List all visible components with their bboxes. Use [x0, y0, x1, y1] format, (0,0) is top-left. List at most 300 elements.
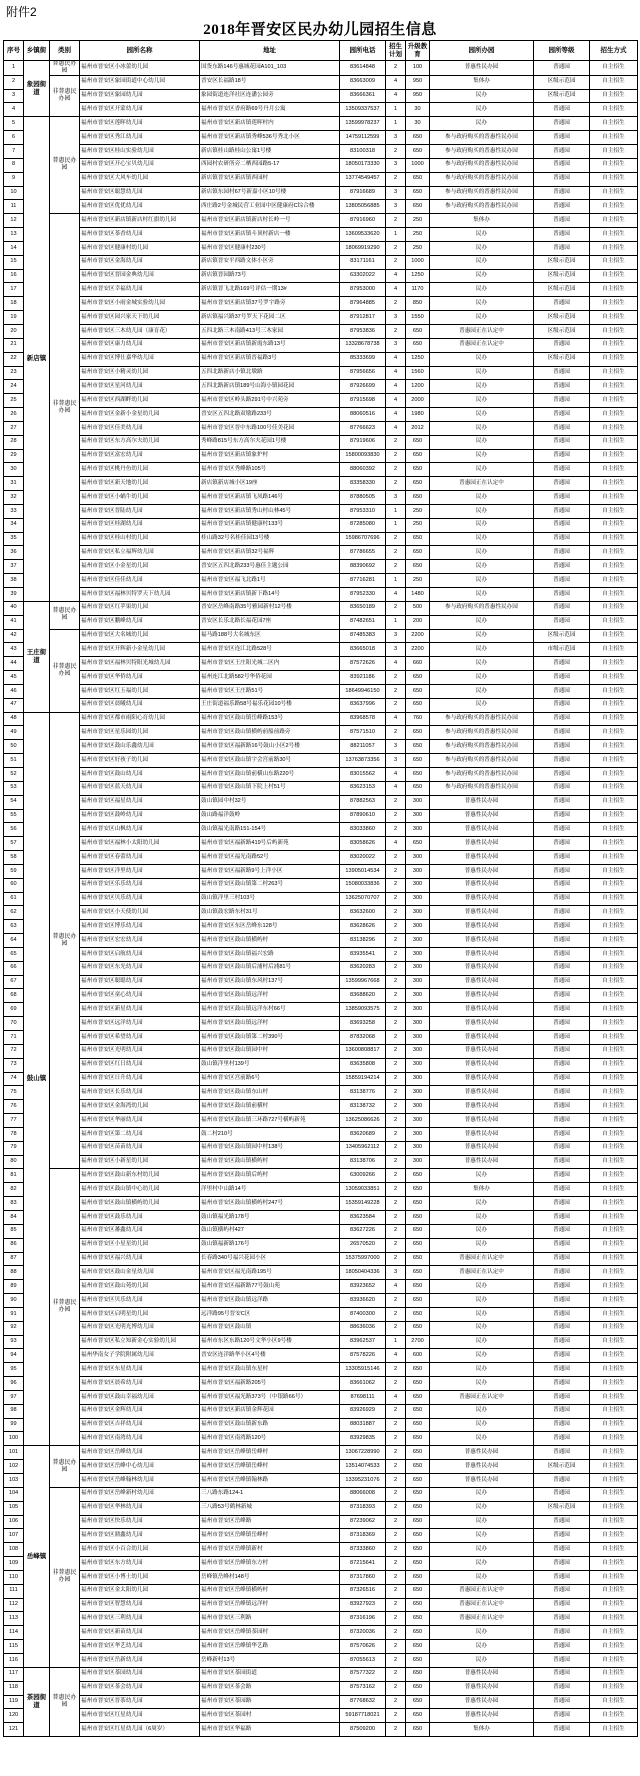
- fee: 650: [406, 145, 430, 159]
- school-type: 民办: [430, 1224, 534, 1238]
- school-grade: 普通园: [534, 421, 590, 435]
- kindergarten-name: 福州市晋安区三木幼儿园（康育花）: [80, 324, 200, 338]
- class-count: 2: [386, 906, 406, 920]
- address: 福州市晋安区新店镇晋福路3号: [200, 352, 340, 366]
- fee: 650: [406, 338, 430, 352]
- class-count: 3: [386, 643, 406, 657]
- school-grade: 普通园: [534, 394, 590, 408]
- row-number: 27: [4, 421, 24, 435]
- school-type: 普惠园正在认定中: [430, 1598, 534, 1612]
- enrollment-method: 自主招生: [590, 1418, 638, 1432]
- fee: 300: [406, 1044, 430, 1058]
- phone: 26570520: [340, 1238, 386, 1252]
- row-number: 79: [4, 1141, 24, 1155]
- class-count: 2: [386, 255, 406, 269]
- phone: 13905014534: [340, 864, 386, 878]
- school-grade: 普通园: [534, 1127, 590, 1141]
- fee: 300: [406, 1141, 430, 1155]
- row-number: 97: [4, 1390, 24, 1404]
- address: 福州市晋安区鼓山镇远洋村: [200, 989, 340, 1003]
- school-grade: 普通园: [534, 1584, 590, 1598]
- address: 福州市晋安区王庄阳光城二区内: [200, 657, 340, 671]
- category-cell: 普惠民办园: [50, 61, 80, 76]
- class-count: 4: [386, 421, 406, 435]
- address: 五四北路新店镇189号山海小镇园花园: [200, 380, 340, 394]
- row-number: 55: [4, 809, 24, 823]
- row-number: 82: [4, 1183, 24, 1197]
- school-grade: 普通园: [534, 878, 590, 892]
- kindergarten-name: 福州华南女子学院附属幼儿园: [80, 1349, 200, 1363]
- school-grade: 普通园: [534, 491, 590, 505]
- row-number: 12: [4, 214, 24, 228]
- enrollment-method: 自主招生: [590, 1474, 638, 1488]
- school-grade: 普通园: [534, 366, 590, 380]
- school-grade: 普通园: [534, 906, 590, 920]
- fee: 2012: [406, 421, 430, 435]
- class-count: 2: [386, 241, 406, 255]
- school-type: 参与政府购买的普惠性民办园: [430, 740, 534, 754]
- phone: 87768632: [340, 1695, 386, 1709]
- class-count: 2: [386, 1418, 406, 1432]
- phone: 59187718021: [340, 1709, 386, 1723]
- kindergarten-name: 福州市晋安区小金星幼儿园: [80, 560, 200, 574]
- table-row: [4, 1003, 638, 1017]
- school-grade: 普通园: [534, 1598, 590, 1612]
- class-count: 2: [386, 1363, 406, 1377]
- phone: 87239062: [340, 1515, 386, 1529]
- phone: 87916689: [340, 186, 386, 200]
- town-cell: 岳峰镇: [24, 1446, 50, 1668]
- fee: 650: [406, 546, 430, 560]
- address: 福州市晋安区茶园村: [200, 1709, 340, 1723]
- enrollment-method: 自主招生: [590, 1086, 638, 1100]
- row-number: 8: [4, 158, 24, 172]
- address: 福州市晋安区岳峰镇茶园村: [200, 1626, 340, 1640]
- kindergarten-name: 福州市晋安区私立福辉幼儿园: [80, 546, 200, 560]
- kindergarten-name: 福州市晋安区佳美幼儿园: [80, 421, 200, 435]
- school-type: 民办: [430, 1238, 534, 1252]
- table-row: [4, 61, 638, 76]
- row-number: 107: [4, 1529, 24, 1543]
- kindergarten-name: 福州市晋安区岳峰翰林幼儿园: [80, 1474, 200, 1488]
- class-count: 2: [386, 1321, 406, 1335]
- class-count: 2: [386, 1141, 406, 1155]
- class-count: 4: [386, 837, 406, 851]
- fee: 650: [406, 671, 430, 685]
- address: 福州市晋安区福新路16号鼓山小区2号楼: [200, 740, 340, 754]
- school-type: 普惠性民办园: [430, 1114, 534, 1128]
- address: 福州市晋安区鼓山镇东风村137号: [200, 975, 340, 989]
- phone: 13599967668: [340, 975, 386, 989]
- kindergarten-name: 福州市晋安区桂山实验幼儿园: [80, 145, 200, 159]
- class-count: 1: [386, 574, 406, 588]
- phone: 14759112599: [340, 131, 386, 145]
- enrollment-method: 自主招生: [590, 435, 638, 449]
- address: 三八路53号鹤林新城: [200, 1501, 340, 1515]
- class-count: 2: [386, 1086, 406, 1100]
- fee: 650: [406, 1446, 430, 1460]
- row-number: 78: [4, 1127, 24, 1141]
- kindergarten-name: 福州市晋安区宏宏幼儿园: [80, 934, 200, 948]
- fee: 200: [406, 615, 430, 629]
- school-grade: 普通园: [534, 1183, 590, 1197]
- kindergarten-name: 福州市晋安区桂湖幼儿园: [80, 518, 200, 532]
- school-grade: 普通园: [534, 338, 590, 352]
- col-header: 乡镇街: [24, 41, 50, 61]
- row-number: 110: [4, 1570, 24, 1584]
- address: 福州市晋安区福光南路195号: [200, 1266, 340, 1280]
- address: 福州市晋安区岳峰镇岳峰村: [200, 1446, 340, 1460]
- school-grade: 普通园: [534, 975, 590, 989]
- table-row: [4, 615, 638, 629]
- school-type: 民办: [430, 1432, 534, 1446]
- school-grade: 普通园: [534, 241, 590, 255]
- phone: 83663009: [340, 75, 386, 89]
- kindergarten-name: 福州市晋安区春蕾幼儿园: [80, 851, 200, 865]
- fee: 650: [406, 1363, 430, 1377]
- school-type: 普惠性民办园: [430, 1446, 534, 1460]
- phone: 13625086626: [340, 1114, 386, 1128]
- class-count: 4: [386, 781, 406, 795]
- kindergarten-name: 福州市晋安区聪聪幼儿园: [80, 975, 200, 989]
- school-type: 民办: [430, 1418, 534, 1432]
- school-grade: 区级示范园: [534, 311, 590, 325]
- row-number: 74: [4, 1072, 24, 1086]
- fee: 1000: [406, 255, 430, 269]
- school-type: 普惠性民办园: [430, 1667, 534, 1681]
- phone: 85333699: [340, 352, 386, 366]
- school-type: 民办: [430, 1640, 534, 1654]
- kindergarten-name: 福州市晋安区日升幼儿园: [80, 1072, 200, 1086]
- school-grade: 普通园: [534, 767, 590, 781]
- school-type: 民办: [430, 643, 534, 657]
- kindergarten-name: 福州市晋安区星乐园幼儿园: [80, 726, 200, 740]
- row-number: 25: [4, 394, 24, 408]
- address: 福州市晋安区福新路77号鼓山苑: [200, 1280, 340, 1294]
- address: 鼓山镇洋里村139号: [200, 1058, 340, 1072]
- fee: 1250: [406, 352, 430, 366]
- fee: 650: [406, 324, 430, 338]
- phone: 87952330: [340, 588, 386, 602]
- address: 福州市晋安区福光南路52号: [200, 851, 340, 865]
- address: 福州市晋安区岳峰镇岳峰村: [200, 1460, 340, 1474]
- class-count: 4: [386, 394, 406, 408]
- school-grade: 普通园: [534, 1307, 590, 1321]
- fee: 650: [406, 1238, 430, 1252]
- school-grade: 区级示范园: [534, 75, 590, 89]
- phone: 13859093575: [340, 1003, 386, 1017]
- address: 鼓二村210号: [200, 1127, 340, 1141]
- class-count: 2: [386, 1031, 406, 1045]
- fee: 1560: [406, 366, 430, 380]
- row-number: 108: [4, 1543, 24, 1557]
- enrollment-method: 自主招生: [590, 408, 638, 422]
- row-number: 80: [4, 1155, 24, 1169]
- phone: 83926929: [340, 1404, 386, 1418]
- row-number: 77: [4, 1114, 24, 1128]
- kindergarten-name: 福州市晋安区乐乐幼儿园: [80, 878, 200, 892]
- enrollment-method: 自主招生: [590, 1321, 638, 1335]
- kindergarten-name: 福州市晋安区启航幼儿园: [80, 947, 200, 961]
- class-count: 2: [386, 947, 406, 961]
- table-row: [4, 463, 638, 477]
- fee: 250: [406, 518, 430, 532]
- school-grade: 普通园: [534, 947, 590, 961]
- address: 晋安区五四北路233号惠佳主题公园: [200, 560, 340, 574]
- address: 福州市晋安区福新路205号: [200, 1377, 340, 1391]
- kindergarten-name: 福州市晋安区星河幼儿园: [80, 380, 200, 394]
- address: 西庄路2号金城民营工业园中区健康府C综合楼: [200, 200, 340, 214]
- school-grade: 普通园: [534, 1446, 590, 1460]
- kindergarten-name: 福州市晋安区远洋幼儿园: [80, 1017, 200, 1031]
- fee: 650: [406, 1667, 430, 1681]
- enrollment-method: 自主招生: [590, 1515, 638, 1529]
- town-cell: 茶园街道: [24, 1667, 50, 1736]
- enrollment-method: 自主招生: [590, 934, 638, 948]
- phone: 87316196: [340, 1612, 386, 1626]
- row-number: 44: [4, 657, 24, 671]
- school-grade: 区级示范园: [534, 1460, 590, 1474]
- school-type: 民办: [430, 504, 534, 518]
- phone: 13625070707: [340, 892, 386, 906]
- address: 新店镇晋安平西路文体小区旁: [200, 255, 340, 269]
- table-row: [4, 172, 638, 186]
- school-type: 普惠园正在认定中: [430, 1252, 534, 1266]
- school-type: 参与政府购买的普惠性民办园: [430, 767, 534, 781]
- school-type: 民办: [430, 255, 534, 269]
- fee: 650: [406, 1598, 430, 1612]
- fee: 250: [406, 228, 430, 242]
- kindergarten-name: 福州市晋安区长乐幼儿园: [80, 1086, 200, 1100]
- row-number: 68: [4, 989, 24, 1003]
- enrollment-method: 自主招生: [590, 698, 638, 712]
- table-row: [4, 200, 638, 214]
- row-number: 3: [4, 89, 24, 103]
- fee: 300: [406, 823, 430, 837]
- address: 新店镇晋安区新店镇西园村: [200, 172, 340, 186]
- row-number: 57: [4, 837, 24, 851]
- category-cell: 非普惠民办园: [50, 629, 80, 712]
- fee: 650: [406, 491, 430, 505]
- kindergarten-name: 福州市晋安区晋园金典幼儿园: [80, 269, 200, 283]
- school-type: 普惠园正在认定中: [430, 1266, 534, 1280]
- row-number: 91: [4, 1307, 24, 1321]
- school-grade: 区级示范园: [534, 89, 590, 103]
- kindergarten-name: 福州市晋安区鼓山苑幼儿园: [80, 1280, 200, 1294]
- school-grade: 普通园: [534, 1266, 590, 1280]
- fee: 30: [406, 103, 430, 117]
- phone: 88390692: [340, 560, 386, 574]
- address: 福州市晋安区新店镇金辉花园: [200, 1404, 340, 1418]
- row-number: 104: [4, 1487, 24, 1501]
- class-count: 3: [386, 629, 406, 643]
- school-type: 民办: [430, 1335, 534, 1349]
- school-grade: 普通园: [534, 740, 590, 754]
- phone: 13405962112: [340, 1141, 386, 1155]
- phone: 83058626: [340, 837, 386, 851]
- kindergarten-name: 福州市晋安区秀江幼儿园: [80, 131, 200, 145]
- fee: 650: [406, 1321, 430, 1335]
- address: 福州市晋安区新店镇新店村长岭一号: [200, 214, 340, 228]
- address: 福州市晋安区鼓山镇岳峰路153号: [200, 712, 340, 726]
- phone: 13395231076: [340, 1474, 386, 1488]
- fee: 300: [406, 795, 430, 809]
- class-count: 2: [386, 1210, 406, 1224]
- table-row: [4, 1044, 638, 1058]
- kindergarten-name: 福州市晋安区光明光博幼儿园: [80, 1321, 200, 1335]
- table-row: [4, 1114, 638, 1128]
- school-type: 民办: [430, 1210, 534, 1224]
- kindergarten-name: 福州市晋安区晋陆幼儿园: [80, 504, 200, 518]
- address: 福州市晋安区福光路373号（中银路66号）: [200, 1390, 340, 1404]
- row-number: 31: [4, 477, 24, 491]
- phone: 18649946150: [340, 684, 386, 698]
- table-row: [4, 1238, 638, 1252]
- enrollment-method: 自主招生: [590, 1252, 638, 1266]
- enrollment-method: 自主招生: [590, 311, 638, 325]
- class-count: 2: [386, 449, 406, 463]
- table-row: [4, 781, 638, 795]
- class-count: 2: [386, 684, 406, 698]
- school-grade: 普通园: [534, 449, 590, 463]
- phone: 13609533620: [340, 228, 386, 242]
- fee: 300: [406, 1017, 430, 1031]
- phone: 83138732: [340, 1100, 386, 1114]
- fee: 850: [406, 297, 430, 311]
- col-header: 序号: [4, 41, 24, 61]
- row-number: 18: [4, 297, 24, 311]
- school-type: 普惠性民办园: [430, 989, 534, 1003]
- school-type: 普惠性民办园: [430, 1127, 534, 1141]
- kindergarten-name: 福州市晋安区鼓山新东村幼儿园: [80, 1169, 200, 1183]
- row-number: 106: [4, 1515, 24, 1529]
- kindergarten-name: 福州市晋安区红玉福幼儿园: [80, 684, 200, 698]
- enrollment-method: 自主招生: [590, 809, 638, 823]
- enrollment-method: 自主招生: [590, 975, 638, 989]
- row-number: 93: [4, 1335, 24, 1349]
- row-number: 98: [4, 1404, 24, 1418]
- enrollment-method: 自主招生: [590, 1335, 638, 1349]
- kindergarten-name: 福州市晋安区茶园幼儿园: [80, 1667, 200, 1681]
- school-type: 普惠性民办园: [430, 61, 534, 76]
- row-number: 75: [4, 1086, 24, 1100]
- table-row: [4, 906, 638, 920]
- class-count: 2: [386, 601, 406, 615]
- col-header: 园所电话: [340, 41, 386, 61]
- phone: 83033860: [340, 823, 386, 837]
- class-count: 2: [386, 961, 406, 975]
- class-count: 2: [386, 726, 406, 740]
- table-row: [4, 158, 638, 172]
- school-type: 普惠性民办园: [430, 851, 534, 865]
- phone: 87055613: [340, 1653, 386, 1667]
- class-count: 2: [386, 1044, 406, 1058]
- town-cell: 象园街道: [24, 61, 50, 117]
- phone: 13305915146: [340, 1363, 386, 1377]
- fee: 650: [406, 1557, 430, 1571]
- enrollment-method: 自主招生: [590, 1114, 638, 1128]
- class-count: 2: [386, 892, 406, 906]
- address: 福州市晋安区鼓山镇前横村: [200, 1100, 340, 1114]
- address: 福州市晋安区岳峰镇岳峰村: [200, 1529, 340, 1543]
- phone: 83923652: [340, 1280, 386, 1294]
- table-row: [4, 1349, 638, 1363]
- table-row: [4, 1100, 638, 1114]
- fee: 650: [406, 1723, 430, 1737]
- enrollment-method: 自主招生: [590, 61, 638, 76]
- fee: 300: [406, 1086, 430, 1100]
- school-grade: 普通园: [534, 408, 590, 422]
- col-header: 地址: [200, 41, 340, 61]
- class-count: 2: [386, 1612, 406, 1626]
- table-row: [4, 560, 638, 574]
- category-cell: 非普惠民办园: [50, 1169, 80, 1446]
- address: 国货东路146号惠城花园A101_103: [200, 61, 340, 76]
- enrollment-method: 自主招生: [590, 1238, 638, 1252]
- town-cell: 王庄街道: [24, 601, 50, 712]
- school-type: 普惠园正在认定中: [430, 324, 534, 338]
- row-number: 24: [4, 380, 24, 394]
- phone: 87953000: [340, 283, 386, 297]
- table-row: [4, 311, 638, 325]
- kindergarten-name: 福州市晋安区新苗幼儿园: [80, 1626, 200, 1640]
- address: 桂山路32号名桂佳园13号楼: [200, 532, 340, 546]
- school-type: 民办: [430, 408, 534, 422]
- school-type: 普惠园正在认定中: [430, 1390, 534, 1404]
- school-type: 民办: [430, 1543, 534, 1557]
- school-grade: 普通园: [534, 837, 590, 851]
- address: 福州市晋安区岳峰镇东方村: [200, 1557, 340, 1571]
- kindergarten-name: 福州市晋安区富宏幼儿园: [80, 449, 200, 463]
- phone: 87953836: [340, 324, 386, 338]
- enrollment-method: 自主招生: [590, 1529, 638, 1543]
- school-type: 普惠性民办园: [430, 1100, 534, 1114]
- table-row: [4, 698, 638, 712]
- fee: 1550: [406, 311, 430, 325]
- fee: 950: [406, 75, 430, 89]
- school-type: 普惠性民办园: [430, 1709, 534, 1723]
- table-row: [4, 366, 638, 380]
- address: 福州市晋安区福新路419号后屿新苑: [200, 837, 340, 851]
- table-row: [4, 1280, 638, 1294]
- class-count: 1: [386, 615, 406, 629]
- enrollment-method: 自主招生: [590, 1307, 638, 1321]
- phone: 13067228990: [340, 1446, 386, 1460]
- school-type: 民办: [430, 311, 534, 325]
- school-type: 普惠性民办园: [430, 809, 534, 823]
- address: 洋里村中山路14号: [200, 1183, 340, 1197]
- class-count: 2: [386, 989, 406, 1003]
- row-number: 62: [4, 906, 24, 920]
- kindergarten-name: 福州市晋安区岳峰中心幼儿园: [80, 1460, 200, 1474]
- kindergarten-name: 福州市晋安区晋茶幼儿园: [80, 1695, 200, 1709]
- school-grade: 普通园: [534, 518, 590, 532]
- school-type: 民办: [430, 518, 534, 532]
- address: 福州市晋安区鼓山镇: [200, 1321, 340, 1335]
- table-row: [4, 1183, 638, 1197]
- phone: 13805056885: [340, 200, 386, 214]
- kindergarten-name: 福州市晋安区鼎鑫幼儿园: [80, 1529, 200, 1543]
- enrollment-method: 自主招生: [590, 1653, 638, 1667]
- address: 新店镇东园村67号新嘉小区10号楼: [200, 186, 340, 200]
- enrollment-method: 自主招生: [590, 781, 638, 795]
- school-type: 民办: [430, 366, 534, 380]
- table-row: [4, 1197, 638, 1211]
- school-type: 集体办: [430, 214, 534, 228]
- table-row: [4, 1446, 638, 1460]
- kindergarten-name: 福州市晋安区华艺幼儿园: [80, 1640, 200, 1654]
- phone: 15080033836: [340, 878, 386, 892]
